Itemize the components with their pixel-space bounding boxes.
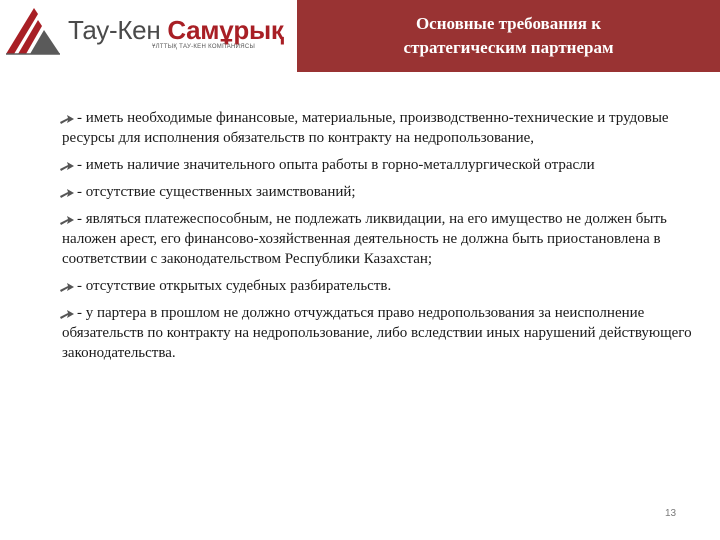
list-item [62,108,692,148]
slide-title [297,0,720,72]
list-item [62,276,692,296]
arrow-bullet-icon [59,308,75,320]
logo-word-primary: Тау-Кен [68,15,168,45]
list-item [62,155,692,175]
requirements-list [62,108,692,370]
arrow-bullet-icon [59,214,75,226]
arrow-bullet-icon [59,187,75,199]
slide-title-line-1: Основные требования к [415,14,602,33]
list-item-text: - иметь наличие значительного опыта работы в горно-металлургической отрасли [77,157,595,173]
logo-wordmark [68,16,284,44]
list-item [62,182,692,202]
page-number: 13 [665,508,677,519]
list-item-text: - иметь необходимые финансовые, материальные, производственно-технические и трудовые ресурсы для исполнения обязательств по контракту на недропользование, [62,110,669,146]
arrow-bullet-icon [59,281,75,293]
list-item-text: - у партера в прошлом не должно отчуждаться право недропользования за неисполнение обязательств по контракту на недропользование, либо вследствии иных нарушений действующего законодательства. [62,305,692,361]
logo-word-accent: Самұрық [167,15,284,45]
list-item-text: - являться платежеспособным, не подлежать ликвидации, на его имущество не должен быть наложен арест, его финансово-хозяйственная деятельность не должна быть приостановлена в соответствии с законодательством Республики Казахстан; [62,211,667,267]
company-logo [0,0,300,62]
slide-title-line-2: стратегическим партнерам [403,38,614,57]
list-item-text: - отсутствие существенных заимствований; [77,184,356,200]
logo-tagline: ҰЛТТЫҚ ТАУ-КЕН КОМПАНИЯСЫ [152,44,256,50]
arrow-bullet-icon [59,113,75,125]
arrow-bullet-icon [59,160,75,172]
list-item [62,209,692,269]
list-item [62,303,692,363]
list-item-text: - отсутствие открытых судебных разбирательств. [77,278,392,294]
mountain-logo-icon [4,4,62,56]
